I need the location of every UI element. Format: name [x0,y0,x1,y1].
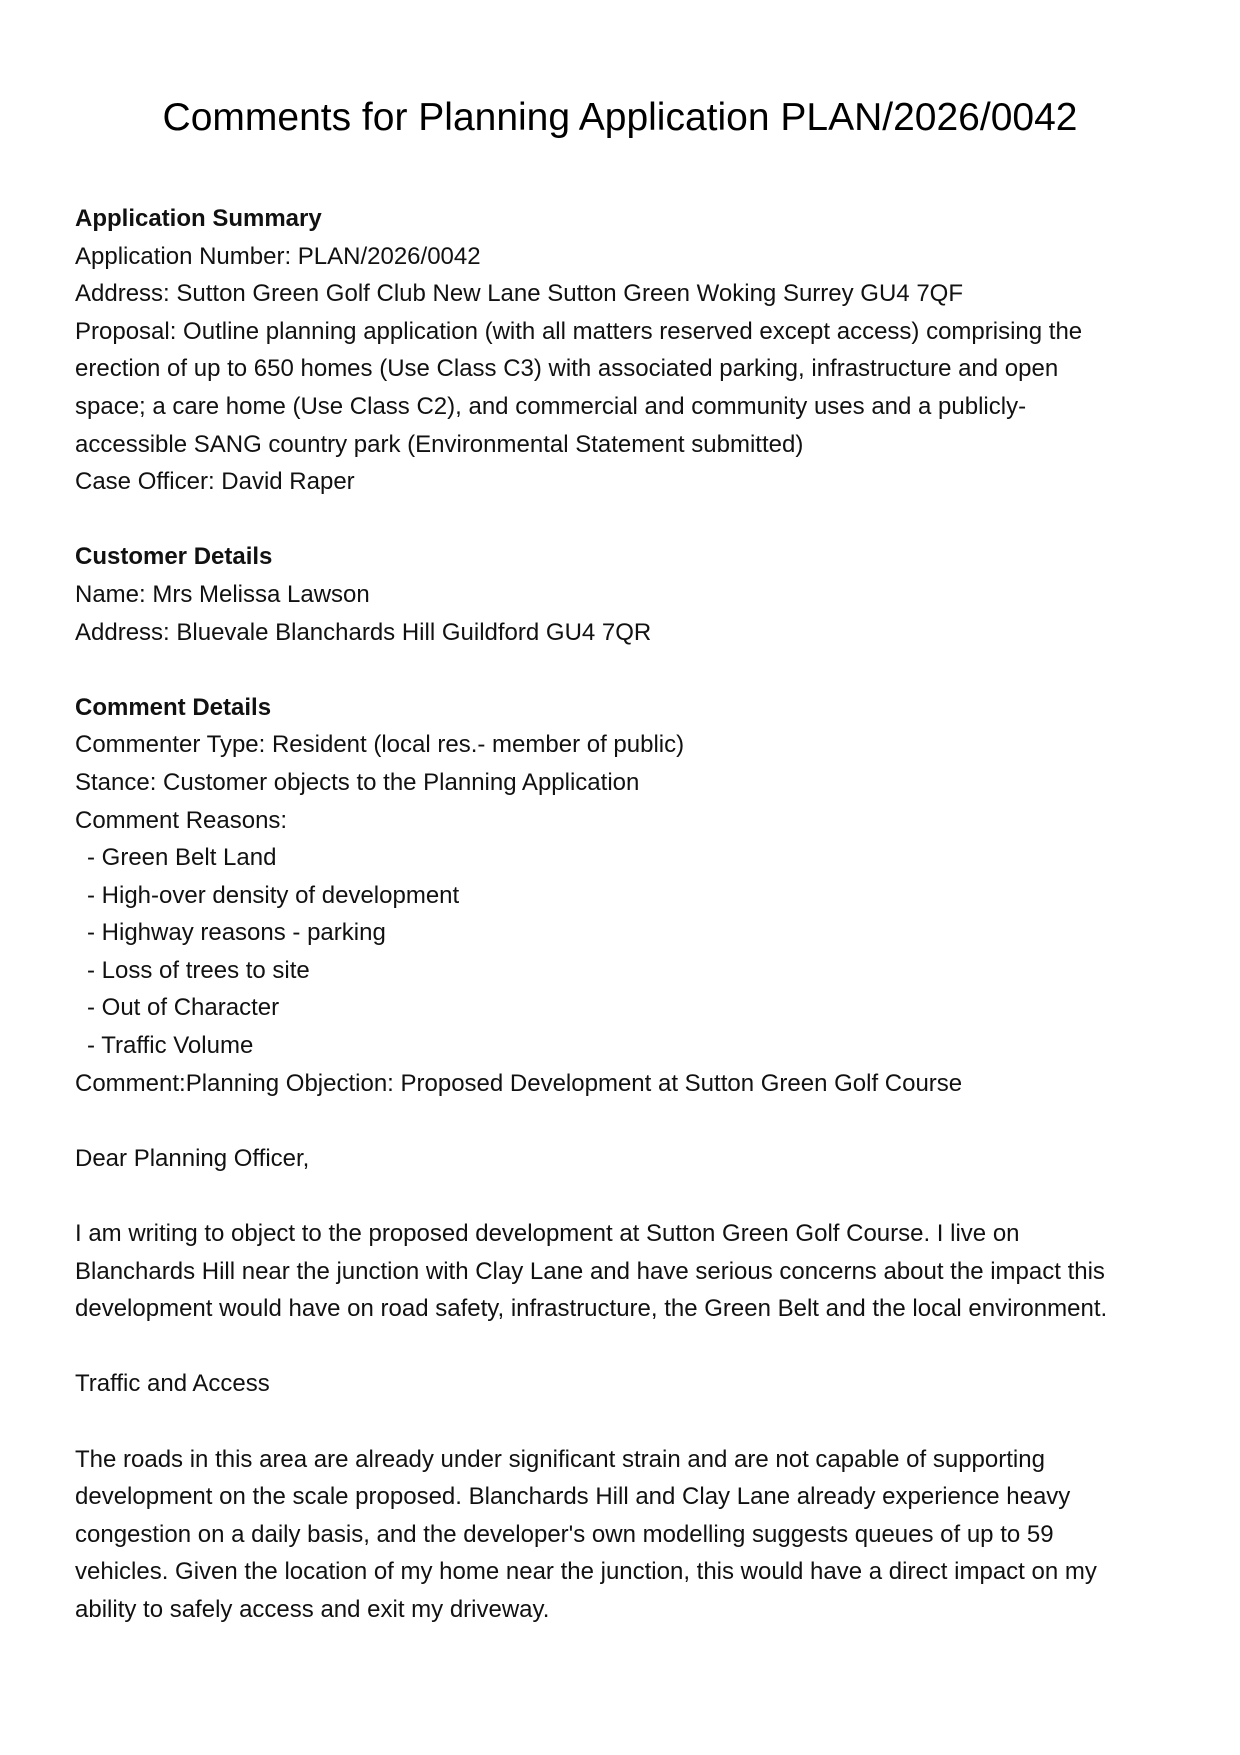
intro-line-1: I am writing to object to the proposed development at Sutton Green Golf Course. I live on [75,1220,1020,1248]
comment-reason-item: - Loss of trees to site [87,956,310,984]
spacer [75,501,1165,539]
spacer [75,1403,1165,1441]
traffic-line-4: vehicles. Given the location of my home near the junction, this would have a direct impact on my [75,1558,1097,1586]
customer-details-heading: Customer Details [75,543,273,571]
comment-reasons-label: Comment Reasons: [75,806,288,834]
proposal-line-3: space; a care home (Use Class C2), and commercial and community uses and a publicly- [75,392,1027,420]
traffic-line-2: development on the scale proposed. Blanchards Hill and Clay Lane already experience heavy [75,1483,1071,1511]
traffic-line-3: congestion on a daily basis, and the developer's own modelling suggests queues of up to 59 [75,1520,1054,1548]
comment-details-heading: Comment Details [75,693,272,721]
comment-text: Comment:Planning Objection: Proposed Development at Sutton Green Golf Course [75,1069,963,1097]
application-summary-section [75,200,1165,501]
comment-reason-item: - Green Belt Land [87,844,277,872]
application-number: Application Number: PLAN/2026/0042 [75,242,481,270]
spacer [75,1102,1165,1140]
customer-details-section [75,538,1165,651]
traffic-line-1: The roads in this area are already under significant strain and are not capable of supporting [75,1445,1045,1473]
customer-name: Name: Mrs Melissa Lawson [75,580,370,608]
commenter-type: Commenter Type: Resident (local res.- member of public) [75,731,685,759]
proposal-line-4: accessible SANG country park (Environmental Statement submitted) [75,430,804,458]
document-body [75,200,1165,1629]
comment-details-section [75,689,1165,1103]
intro-line-3: development would have on road safety, infrastructure, the Green Belt and the local environment. [75,1295,1108,1323]
customer-address: Address: Bluevale Blanchards Hill Guildford GU4 7QR [75,618,652,646]
spacer [75,651,1165,689]
comment-reason-item: - Traffic Volume [87,1032,254,1060]
case-officer: Case Officer: David Raper [75,468,355,496]
stance: Stance: Customer objects to the Planning Application [75,768,640,796]
proposal-line-1: Proposal: Outline planning application (with all matters reserved except access) comprising the [75,317,1083,345]
application-summary-heading: Application Summary [75,205,322,232]
comment-reason-item: - High-over density of development [87,881,460,909]
page-title: Comments for Planning Application PLAN/2026/0042 [162,96,1078,139]
comment-reason-item: - Highway reasons - parking [87,919,386,947]
comment-reason-item: - Out of Character [87,994,280,1022]
salutation: Dear Planning Officer, [75,1144,310,1172]
spacer [75,1177,1165,1215]
section-title-traffic: Traffic and Access [75,1370,270,1398]
proposal-line-2: erection of up to 650 homes (Use Class C3) with associated parking, infrastructure and open [75,355,1059,383]
traffic-line-5: ability to safely access and exit my driveway. [75,1595,550,1623]
letter-body [75,1140,1165,1629]
intro-line-2: Blanchards Hill near the junction with Clay Lane and have serious concerns about the impact this [75,1257,1105,1285]
application-address: Address: Sutton Green Golf Club New Lane Sutton Green Woking Surrey GU4 7QF [75,280,963,308]
spacer [75,1328,1165,1366]
